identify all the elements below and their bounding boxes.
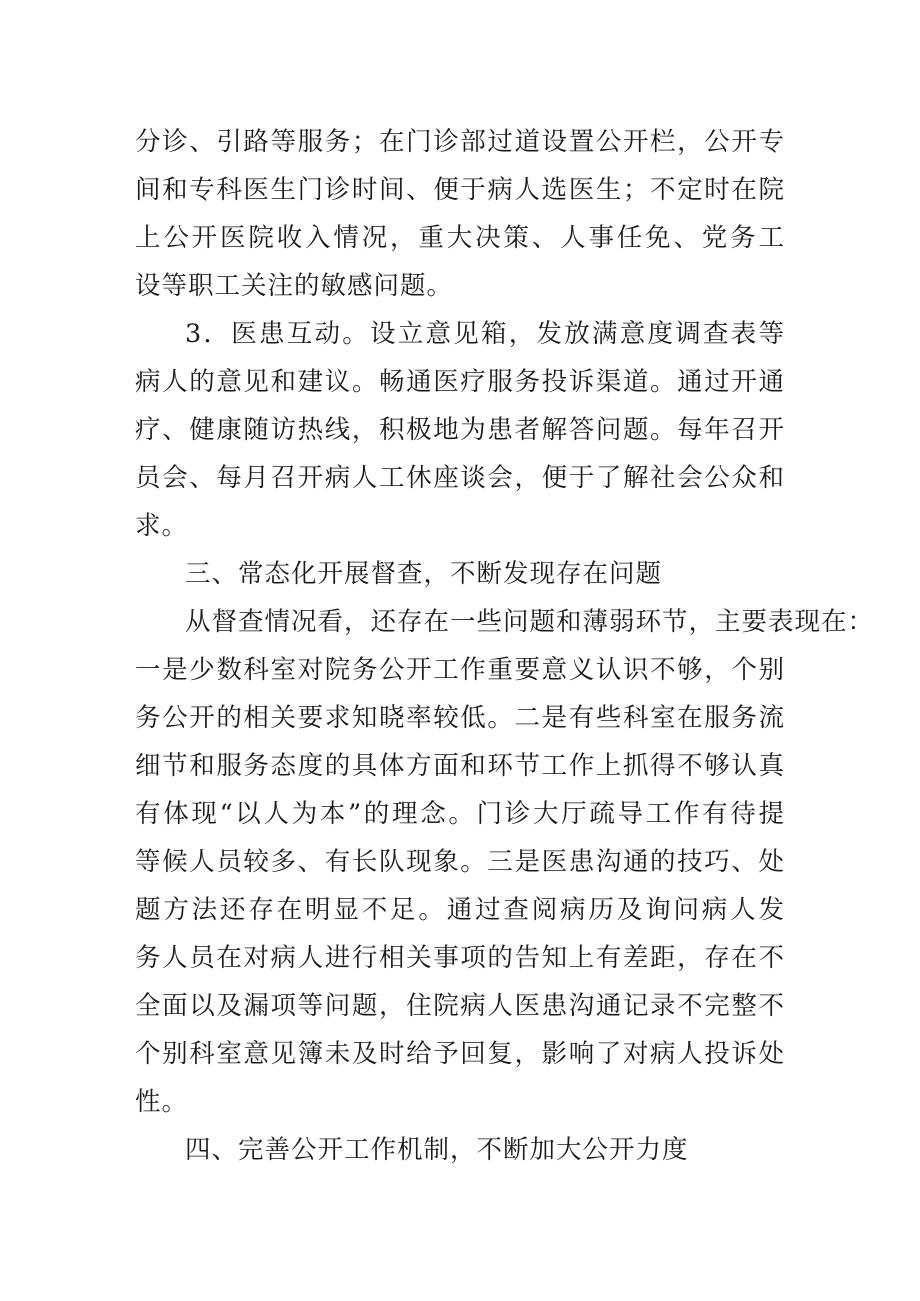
text-line: 疗、健康随访热线，积极地为患者解答问题。每年召开 — [135, 415, 785, 445]
text-line: 一是少数科室对院务公开工作重要意义认识不够，个别 — [135, 655, 785, 685]
text-line: 上公开医院收入情况，重大决策、人事任免、党务工 — [135, 223, 785, 253]
text-line: 个别科室意见簿未及时给予回复，影响了对病人投诉处 — [135, 1039, 785, 1069]
text-line: 3．医患互动。设立意见箱，发放满意度调查表等 — [185, 319, 785, 349]
text-line: 员会、每月召开病人工休座谈会，便于了解社会公众和 — [135, 463, 785, 493]
text-line: 细节和服务态度的具体方面和环节工作上抓得不够认真 — [135, 751, 785, 781]
text-line: 分诊、引路等服务；在门诊部过道设置公开栏，公开专 — [135, 127, 785, 157]
text-line: 设等职工关注的敏感问题。 — [135, 271, 454, 301]
text-line: 等候人员较多、有长队现象。三是医患沟通的技巧、处 — [135, 847, 785, 877]
text-line: 有体现“以人为本”的理念。门诊大厅疏导工作有待提 — [135, 799, 785, 829]
section-heading: 四、完善公开工作机制，不断加大公开力度 — [185, 1135, 689, 1165]
text-line: 题方法还存在明显不足。通过查阅病历及询问病人发 — [135, 895, 785, 925]
document-body — [135, 118, 875, 1174]
section-heading: 三、常态化开展督查，不断发现存在问题 — [185, 559, 663, 589]
text-line: 从督查情况看，还存在一些问题和薄弱环节，主要表现在： — [185, 607, 875, 637]
text-line: 求。 — [135, 511, 189, 541]
text-line: 病人的意见和建议。畅通医疗服务投诉渠道。通过开通 — [135, 367, 785, 397]
text-line: 性。 — [135, 1087, 189, 1117]
text-line: 间和专科医生门诊时间、便于病人选医生；不定时在院 — [135, 175, 785, 205]
text-line: 务公开的相关要求知晓率较低。二是有些科室在服务流 — [135, 703, 785, 733]
text-line: 务人员在对病人进行相关事项的告知上有差距，存在不 — [135, 943, 785, 973]
text-line: 全面以及漏项等问题，住院病人医患沟通记录不完整不 — [135, 991, 785, 1021]
